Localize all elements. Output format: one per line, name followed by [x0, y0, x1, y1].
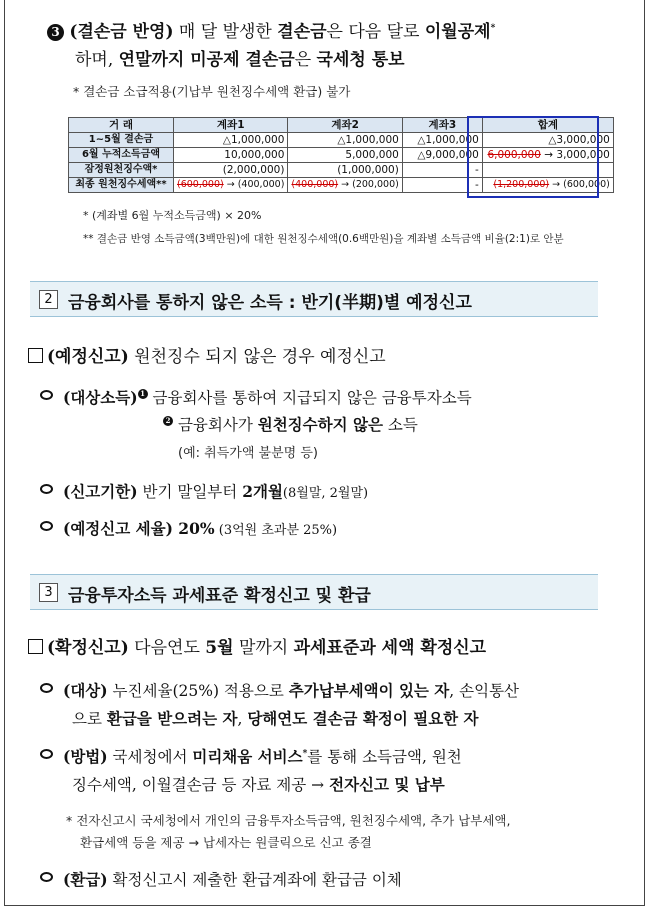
row-label: 잠정원천징수액*: [69, 163, 174, 178]
section-2-header: [30, 281, 598, 317]
struck-value: 6,000,000: [487, 149, 541, 161]
method-item-line2: 징수세액, 이월결손금 등 자료 제공 → 전자신고 및 납부: [72, 775, 445, 794]
table-cell: 6,000,000 → 3,000,000: [482, 148, 613, 163]
method-item-line1: (방법) 국세청에서 미리채움 서비스*를 통해 소득금액, 원천: [40, 745, 462, 767]
ring-bullet-icon: [40, 484, 53, 494]
section-number: 3: [39, 583, 58, 602]
circled-number-3-icon: 3: [47, 24, 64, 41]
total-column-highlight: [467, 116, 599, 198]
ring-bullet-icon: [40, 683, 53, 693]
table-header: 합계: [482, 118, 613, 133]
section-title: 금융회사를 통하지 않은 소득 : 반기(半期)별 예정신고: [68, 293, 472, 313]
table-cell: 5,000,000: [288, 148, 402, 163]
table-cell: (1,200,000) → (600,000): [482, 178, 613, 193]
section-3-header: [30, 574, 598, 610]
table-cell: △3,000,000: [482, 133, 613, 148]
refund-item: (환급) 확정신고시 제출한 환급계좌에 환급금 이체: [40, 868, 402, 890]
circled-number-2-icon: 2: [163, 416, 173, 426]
method-note-1: * 전자신고시 국세청에서 개인의 금융투자소득금액, 원천징수세액, 추가 납부세액,: [66, 813, 511, 828]
filing-deadline-item: (신고기한) 반기 말일부터 2개월(8월말, 2월말): [40, 480, 368, 502]
row-label: 1~5월 결손금: [69, 133, 174, 148]
table-cell: △1,000,000: [402, 133, 482, 148]
table-cell: △1,000,000: [174, 133, 288, 148]
method-note-2: 환급세액 등을 제공 → 납세자는 원클릭으로 신고 종결: [80, 835, 372, 850]
table-header: 거 래: [69, 118, 174, 133]
table-cell: △1,000,000: [288, 133, 402, 148]
table-cell: △9,000,000: [402, 148, 482, 163]
table-cell: 10,000,000: [174, 148, 288, 163]
ring-bullet-icon: [40, 749, 53, 759]
target-income-item: (대상소득) 1 금융회사를 통하여 지급되지 않은 금융투자소득: [40, 386, 472, 408]
table-cell: (1,000,000): [288, 163, 402, 178]
table-note-1: * (계좌별 6월 누적소득금액) × 20%: [83, 209, 262, 222]
ring-bullet-icon: [40, 872, 53, 882]
table-cell: (2,000,000): [174, 163, 288, 178]
section-number: 2: [39, 290, 58, 309]
row-label: 최종 원천징수세액**: [69, 178, 174, 193]
target-item-line2: 으로 환급을 받으려는 자, 당해연도 결손금 확정이 필요한 자: [72, 709, 479, 728]
target-item-line1: (대상) 누진세율(25%) 적용으로 추가납부세액이 있는 자, 손익통산: [40, 679, 519, 701]
section-3-heading: (확정신고) 다음연도 5월 말까지 과세표준과 세액 확정신고: [28, 633, 486, 658]
tax-rate-item: (예정신고 세율) 20% (3억원 초과분 25%): [40, 517, 337, 539]
table-header: 계좌1: [174, 118, 288, 133]
loss-reflection-line1: 3 (결손금 반영) 매 달 발생한 결손금은 다음 달로 이월공제*: [47, 17, 495, 42]
row-label: 6월 누적소득금액: [69, 148, 174, 163]
table-note-2: ** 결손금 반영 소득금액(3백만원)에 대한 원천징수세액(0.6백만원)을 계좌별 소득금액 비율(2:1)로 안분: [83, 233, 564, 245]
section-title: 금융투자소득 과세표준 확정신고 및 환급: [68, 586, 371, 606]
table-header: 계좌2: [288, 118, 402, 133]
table-cell: -: [402, 178, 482, 193]
target-income-item-2: 2 금융회사가 원천징수하지 않은 소득: [163, 413, 418, 435]
table-cell: (600,000) → (400,000): [174, 178, 288, 193]
loss-note: * 결손금 소급적용(기납부 원천징수세액 환급) 불가: [73, 84, 351, 99]
square-bullet-icon: [28, 639, 43, 654]
circled-number-1-icon: 1: [138, 389, 148, 399]
ring-bullet-icon: [40, 521, 53, 531]
loss-reflection-line2: 하며, 연말까지 미공제 결손금은 국세청 통보: [75, 50, 405, 70]
target-income-example: (예: 취득가액 불분명 등): [178, 446, 318, 461]
square-bullet-icon: [28, 348, 43, 363]
table-cell: -: [402, 163, 482, 178]
table-cell: (400,000) → (200,000): [288, 178, 402, 193]
table-header: 계좌3: [402, 118, 482, 133]
section-2-heading: (예정신고) 원천징수 되지 않은 경우 예정신고: [28, 342, 386, 367]
ring-bullet-icon: [40, 390, 53, 400]
